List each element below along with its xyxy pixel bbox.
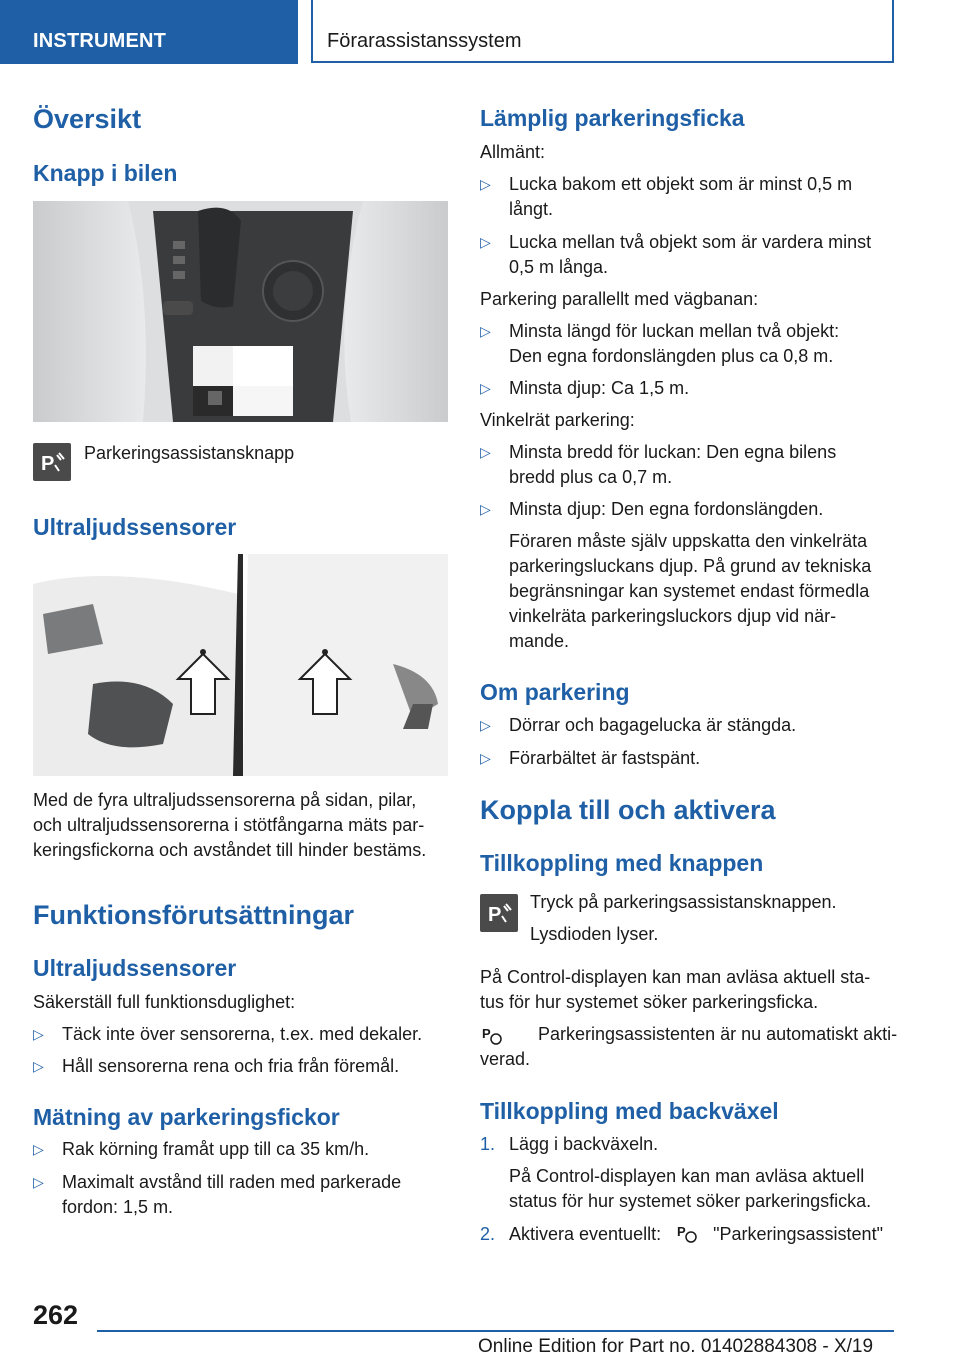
heading-knapp-i-bilen: Knapp i bilen (33, 160, 178, 186)
edition-text: Online Edition for Part no. 01402884308 - X/19 (478, 1336, 874, 1357)
lysdiod-text: Lysdioden lyser. (530, 924, 659, 944)
svg-text:P: P (488, 904, 502, 926)
heading-koppla: Koppla till och aktivera (480, 795, 776, 825)
allmant-label: Allmänt: (480, 142, 546, 162)
car-sensors-image (33, 554, 448, 776)
parking-assist-small-icon (676, 1223, 698, 1243)
console-image (33, 201, 448, 422)
heading-matning: Mätning av parkeringsfickor (33, 1104, 340, 1130)
heading-tillkoppling-knappen: Tillkoppling med knappen (480, 850, 764, 876)
triangle-bullet-icon: ▷ (480, 444, 491, 460)
triangle-bullet-icon: ▷ (480, 750, 491, 766)
triangle-bullet-icon: ▷ (480, 380, 491, 396)
section-tab (311, 0, 894, 63)
parking-assist-icon (480, 894, 518, 932)
triangle-bullet-icon: ▷ (480, 323, 491, 339)
list-item: ▷ Maximalt avstånd till raden med parkerade fordon: 1,5 m. (33, 1172, 402, 1217)
step-sub: På Control-displayen kan man avläsa aktuell status för hur systemet söker parkeringsficka. (509, 1166, 872, 1211)
svg-text:P: P (482, 1026, 491, 1041)
triangle-bullet-icon: ▷ (480, 717, 491, 733)
knapp-label: Parkeringsassistansknapp (84, 443, 295, 463)
chapter-tab (0, 0, 298, 64)
vinkel-note: Föraren måste själv uppskatta den vinkelräta parkeringsluckans djup. På grund av tekniska begränsningar kan systemet endast förmedla vinkelräta parkeringsluckors djup vid när- mande. (509, 531, 872, 651)
control-paragraph: På Control-displayen kan man avläsa aktuell sta- tus för hur systemet söker parkeringsficka. (480, 967, 871, 1012)
auto-paragraph: Parkeringsassistenten är nu automatiskt akti- verad. (480, 1024, 898, 1069)
heading-lamplig: Lämplig parkeringsficka (480, 105, 745, 131)
parallellt-label: Parkering parallellt med vägbanan: (480, 289, 759, 309)
heading-ultraljud-2: Ultraljudssensorer (33, 955, 237, 981)
heading-ultraljud: Ultraljudssensorer (33, 514, 237, 540)
vinkel-label: Vinkelrät parkering: (480, 410, 635, 430)
ultraljud-paragraph: Med de fyra ultraljudssensorerna på sidan, pilar, och ultraljudssensorerna i stötfångarna mäts par- keringsfickorna och avståndet till hinder bestäms. (33, 790, 427, 860)
heading-funktionsforutsattningar: Funktionsförutsättningar (33, 900, 354, 930)
triangle-bullet-icon: ▷ (480, 501, 491, 517)
heading-oversikt: Översikt (33, 104, 142, 134)
page-number: 262 (33, 1300, 79, 1330)
heading-backvaxel: Tillkoppling med backväxel (480, 1098, 779, 1124)
triangle-bullet-icon: ▷ (33, 1174, 44, 1190)
svg-text:P: P (41, 453, 55, 475)
triangle-bullet-icon: ▷ (480, 176, 491, 192)
triangle-bullet-icon: ▷ (33, 1058, 44, 1074)
tryck-text: Tryck på parkeringsassistansknappen. (530, 892, 837, 912)
triangle-bullet-icon: ▷ (33, 1026, 44, 1042)
triangle-bullet-icon: ▷ (33, 1141, 44, 1157)
parking-assist-icon (33, 443, 71, 481)
chapter-title: INSTRUMENT (33, 30, 167, 52)
heading-om-parkering: Om parkering (480, 679, 630, 705)
footer-divider (97, 1330, 894, 1332)
triangle-bullet-icon: ▷ (480, 234, 491, 250)
svg-text:P: P (677, 1224, 686, 1239)
sakerstall-text: Säkerställ full funktionsduglighet: (33, 992, 296, 1012)
section-title: Förarassistanssystem (327, 30, 522, 52)
